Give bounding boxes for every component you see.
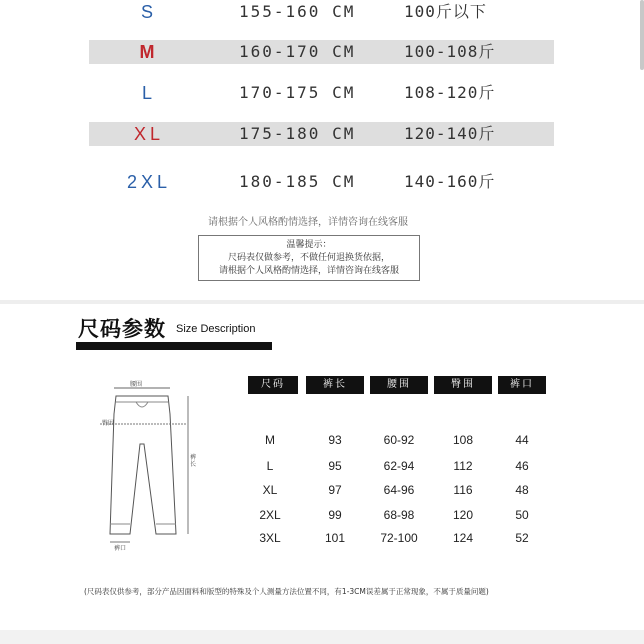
section-subtitle: Size Description [176,323,256,335]
table-cell: 99 [328,508,342,522]
table-cell: 101 [324,531,346,545]
header-hem: 裤口 [498,376,546,394]
table-cell: 60-92 [383,433,415,447]
size-row-m [89,40,554,64]
hem-label: 裤口 [114,545,127,552]
weight-range: 100-108斤 [404,42,496,61]
size-label: S [140,2,157,22]
header-hip: 臀围 [434,376,492,394]
weight-range: 140-160斤 [404,172,496,191]
size-label: M [139,42,159,62]
table-cell: 50 [515,508,529,522]
section-title: 尺码参数 [78,317,166,341]
notice-line: 尺码表仅做参考，不做任何退换货依据， [227,253,390,263]
height-range: 180-185 CM [239,172,356,191]
disclaimer: (尺码表仅供参考，部分产品因面料和版型的特殊及个人测量方法位置不同，有1-3CM误差属于正常现象，不属于质量问题) [84,587,489,596]
table-cell: L [266,459,274,473]
table-cell: 44 [515,433,529,447]
size-chart-card [62,0,554,300]
table-cell: 72-100 [380,531,418,545]
table-cell: 95 [328,459,342,473]
weight-range: 120-140斤 [404,124,496,143]
table-cell: 52 [515,531,529,545]
pants-diagram [96,374,206,550]
table-cell: 46 [515,459,529,473]
section-title-bar [76,342,272,350]
notice-line: 请根据个人风格酌情选择，详情咨询在线客服 [218,266,399,276]
height-range: 160-170 CM [239,42,356,61]
table-cell: 116 [453,483,473,497]
table-cell: 108 [452,433,474,447]
table-cell: 64-96 [383,483,415,497]
size-label: L [141,83,156,103]
size-label: 2XL [126,172,172,192]
scrollbar[interactable] [640,0,644,70]
weight-range: 100斤以下 [404,2,487,21]
height-range: 175-180 CM [239,124,356,143]
table-cell: 120 [452,508,474,522]
table-cell: 93 [328,433,342,447]
bottom-band [0,630,644,644]
header-waist: 腰围 [370,376,428,394]
size-row-s [89,0,554,24]
table-cell: XL [262,483,278,497]
section-divider [0,300,644,304]
notice-box [198,235,420,281]
table-cell: 124 [452,531,474,545]
hip-label: 臀围 [102,420,115,427]
table-cell: M [265,433,275,447]
weight-range: 108-120斤 [404,83,496,102]
header-length: 裤长 [306,376,364,394]
selection-tip: 请根据个人风格酌情选择，详情咨询在线客服 [208,217,408,228]
header-size: 尺码 [248,376,298,394]
length-label: 裤长 [190,454,197,468]
table-cell: 2XL [259,508,281,522]
height-range: 155-160 CM [239,2,356,21]
size-row-xl [89,122,554,146]
size-row-2xl [89,170,554,194]
table-cell: 62-94 [383,459,415,473]
height-range: 170-175 CM [239,83,356,102]
size-label: XL [133,124,165,144]
waist-label: 腰围 [130,381,143,388]
table-cell: 3XL [259,531,281,545]
table-cell: 112 [453,459,473,473]
table-cell: 68-98 [383,508,415,522]
table-cell: 48 [515,483,529,497]
notice-title: 温馨提示： [286,240,332,250]
size-row-l [89,81,554,105]
table-cell: 97 [328,483,342,497]
